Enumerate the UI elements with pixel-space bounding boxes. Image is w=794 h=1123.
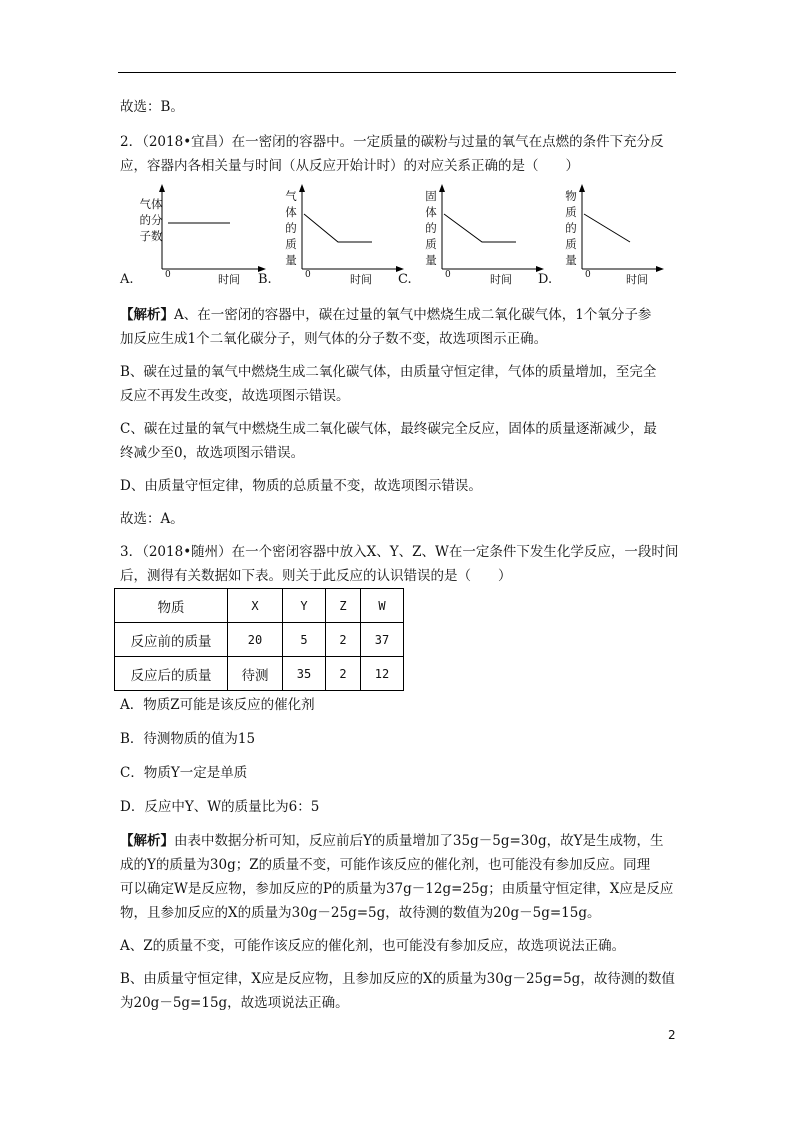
graph-d-xlabel: 时间 bbox=[626, 273, 648, 286]
question-2-line-2: 应，容器内各相关量与时间（从反应开始计时）的对应关系正确的是（ ） bbox=[120, 158, 579, 174]
table-row: 反应前的质量 20 5 2 37 bbox=[115, 623, 404, 657]
explanation-3-line-2: 成的Y的质量为30g；Z的质量不变，可能作该反应的催化剂，也可能没有参加反应。同理 bbox=[120, 857, 651, 873]
explanation-2-line-4: 反应不再发生改变，故选项图示错误。 bbox=[120, 388, 350, 404]
explanation-3-line-4: 物，且参加反应的X的质量为30g－25g=5g，故待测的数值为20g－5g=15g。 bbox=[120, 905, 601, 921]
graph-b-letter: B. bbox=[258, 272, 272, 287]
graph-a-letter: A. bbox=[120, 272, 134, 287]
explanation-3-line-6: B、由质量守恒定律，X应是反应物，且参加反应的X的质量为30g－25g=5g，故待测的数值 bbox=[120, 971, 675, 987]
explanation-2-line-6: 终减少至0，故选项图示错误。 bbox=[120, 445, 305, 461]
explanation-2-line-1: 【解析】A、在一密闭的容器中，碳在过量的氧气中燃烧生成二氧化碳气体，1个氧分子参 bbox=[120, 307, 652, 323]
option-a: A．物质Z可能是该反应的催化剂 bbox=[120, 697, 315, 713]
question-2-line-1: 2．（2018•宜昌）在一密闭的容器中。一定质量的碳粉与过量的氧气在点燃的条件下充分反 bbox=[120, 134, 664, 150]
explanation-3-line-3: 可以确定W是反应物，参加反应的P的质量为37g－12g=25g；由质量守恒定律，X应是反应 bbox=[120, 881, 674, 897]
graph-a-ylabel: 气体 的分 子数 bbox=[139, 197, 163, 243]
answer-line-q2: 故选：A。 bbox=[120, 511, 184, 527]
option-b: B．待测物质的值为15 bbox=[120, 731, 256, 747]
graph-b-xlabel: 时间 bbox=[350, 273, 372, 286]
data-table bbox=[114, 588, 404, 691]
graph-c: 固 体 的 质 量 0 时间 bbox=[398, 180, 548, 290]
graph-c-ylabel: 固 体 的 质 量 bbox=[425, 189, 437, 267]
table-row: 反应后的质量 待测 35 2 12 bbox=[115, 657, 404, 691]
graph-b: 气 体 的 质 量 0 时间 bbox=[258, 180, 408, 290]
header-rule bbox=[118, 72, 676, 73]
graph-c-letter: C. bbox=[398, 272, 412, 287]
graph-c-xlabel: 时间 bbox=[490, 273, 512, 286]
explanation-3-line-7: 为20g－5g=15g，故选项说法正确。 bbox=[120, 995, 349, 1011]
explanation-2-line-3: B、碳在过量的氧气中燃烧生成二氧化碳气体，由质量守恒定律，气体的质量增加，至完全 bbox=[120, 364, 657, 380]
explanation-2-line-7: D、由质量守恒定律，物质的总质量不变，故选项图示错误。 bbox=[120, 478, 482, 494]
graph-d-ylabel: 物 质 的 质 量 bbox=[565, 189, 577, 267]
graph-a: 气体 的分 子数 0 时间 bbox=[118, 180, 268, 290]
explanation-3-line-1: 【解析】由表中数据分析可知，反应前后Y的质量增加了35g－5g=30g，故Y是生成物，生 bbox=[120, 833, 664, 849]
graph-b-ylabel: 气 体 的 质 量 bbox=[285, 189, 297, 267]
option-d: D．反应中Y、W的质量比为6：5 bbox=[120, 799, 320, 815]
explanation-2-line-5: C、碳在过量的氧气中燃烧生成二氧化碳气体，最终碳完全反应，固体的质量逐渐减少，最 bbox=[120, 421, 657, 437]
graph-d: 物 质 的 质 量 0 时间 bbox=[538, 180, 688, 290]
explanation-2-line-2: 加反应生成1个二氧化碳分子，则气体的分子数不变，故选项图示正确。 bbox=[120, 331, 548, 347]
explanation-3-line-5: A、Z的质量不变，可能作该反应的催化剂，也可能没有参加反应，故选项说法正确。 bbox=[120, 938, 626, 954]
answer-line-q1: 故选：B。 bbox=[120, 99, 184, 115]
table-row: 物质 X Y Z W bbox=[115, 589, 404, 623]
option-c: C．物质Y一定是单质 bbox=[120, 765, 248, 781]
graph-d-letter: D. bbox=[538, 272, 553, 287]
question-3-line-2: 后，测得有关数据如下表。则关于此反应的认识错误的是（ ） bbox=[120, 568, 512, 584]
graph-a-xlabel: 时间 bbox=[218, 273, 240, 286]
page-number: 2 bbox=[668, 1028, 676, 1042]
question-3-line-1: 3．（2018•随州）在一个密闭容器中放入X、Y、Z、W在一定条件下发生化学反应，一段时间 bbox=[120, 544, 679, 560]
